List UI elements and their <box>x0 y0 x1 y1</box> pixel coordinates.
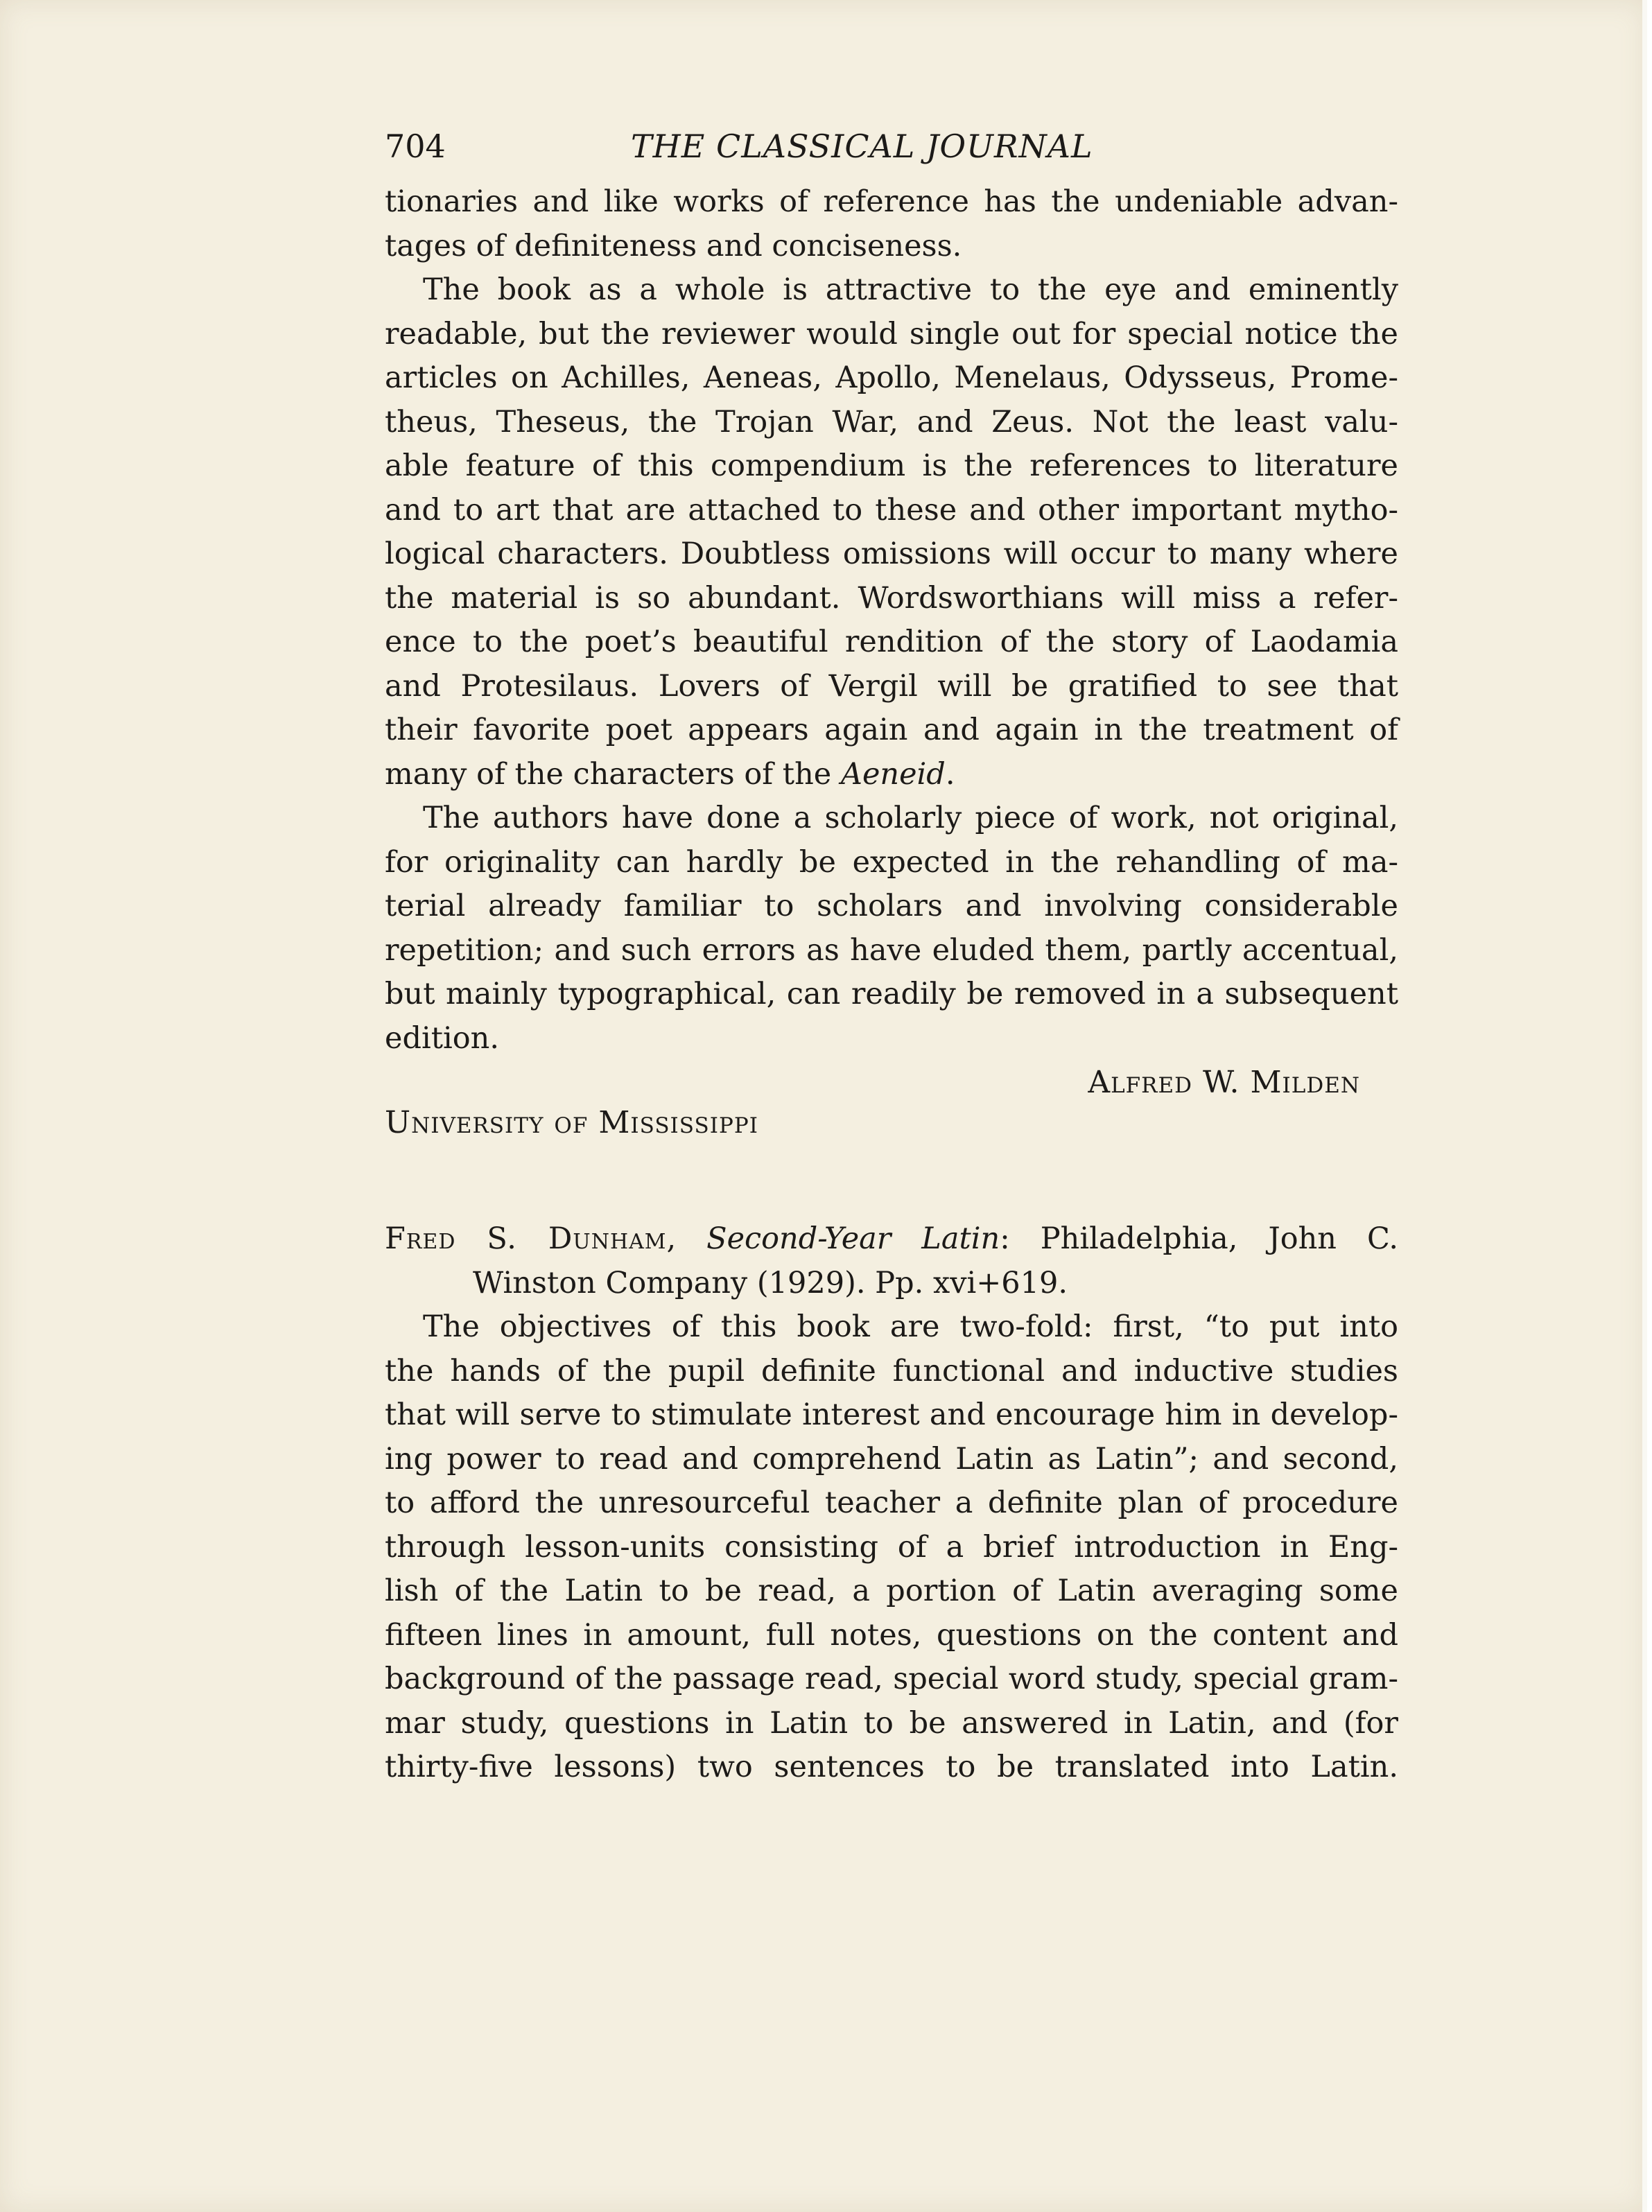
reviewer-affiliation: University of Mississippi <box>385 1105 758 1140</box>
citation-comma: , <box>666 1221 707 1256</box>
text-line: articles on Achilles, Aeneas, Apollo, Menelaus, Odysseus, Prome- <box>385 360 1398 395</box>
text-line-segment: . <box>945 756 955 792</box>
review-mythology-body <box>385 180 1398 1061</box>
text-line: lish of the Latin to be read, a portion of Latin averaging some <box>385 1574 1398 1608</box>
text-line: to afford the unresourceful teacher a definite plan of procedure <box>385 1486 1398 1520</box>
text-line: for originality can hardly be expected in the rehandling of ma- <box>385 844 1398 880</box>
text-line: that will serve to stimulate interest and encourage him in develop- <box>385 1397 1398 1432</box>
citation-line: Winston Company (1929). Pp. xvi+619. <box>473 1265 1068 1300</box>
review-dunham-body <box>385 1305 1398 1790</box>
text-line: and Protesilaus. Lovers of Vergil will be gratified to see that <box>385 668 1398 704</box>
text-line: repetition; and such errors as have eluded them, partly accentual, <box>385 932 1398 968</box>
text-line: readable, but the reviewer would single out for special notice the <box>385 316 1398 351</box>
page-number: 704 <box>385 128 446 165</box>
text-line: tionaries and like works of reference has the undeniable advan- <box>385 184 1398 219</box>
aeneid-title: Aeneid <box>840 756 946 792</box>
text-line: background of the passage read, special word study, special gram- <box>385 1662 1398 1696</box>
citation-author: Fred S. Dunham <box>385 1221 667 1256</box>
citation-publisher: : Philadelphia, John C. <box>1000 1221 1398 1256</box>
text-line: their favorite poet appears again and again in the treatment of <box>385 713 1398 747</box>
text-line: able feature of this compendium is the references to literature <box>385 449 1398 483</box>
text-line: theus, Theseus, the Trojan War, and Zeus. Not the least valu- <box>385 404 1398 439</box>
text-line: and to art that are attached to these and other important mytho- <box>385 492 1398 528</box>
text-line: tages of definiteness and conciseness. <box>385 228 962 263</box>
journal-title: THE CLASSICAL JOURNAL <box>631 128 1093 165</box>
text-line: the hands of the pupil definite functional and inductive studies <box>385 1353 1398 1388</box>
text-line: The book as a whole is attractive to the eye and eminently <box>423 272 1398 307</box>
text-line-segment: many of the characters of the <box>385 756 832 792</box>
text-line <box>385 753 1398 797</box>
review-dunham-citation <box>385 1217 1398 1305</box>
text-line: mar study, questions in Latin to be answered in Latin, and (for <box>385 1705 1398 1741</box>
running-head <box>385 125 1398 180</box>
text-line: through lesson-units consisting of a brief introduction in Eng- <box>385 1529 1398 1565</box>
section-gap <box>385 1141 1398 1217</box>
reviewer-signature: Alfred W. Milden <box>1088 1065 1360 1100</box>
journal-page-text <box>385 125 1398 1790</box>
text-line: logical characters. Doubtless omissions will occur to many where <box>385 537 1398 571</box>
citation-line <box>385 1217 1398 1262</box>
text-line: fifteen lines in amount, full notes, questions on the content and <box>385 1617 1398 1653</box>
text-line: thirty-five lessons) two sentences to be translated into Latin. <box>385 1750 1398 1784</box>
page-edge <box>1642 0 1647 2212</box>
text-line: edition. <box>385 1020 500 1056</box>
text-line: but mainly typographical, can readily be removed in a subsequent <box>385 977 1398 1011</box>
text-line: ing power to read and comprehend Latin as Latin”; and second, <box>385 1441 1398 1477</box>
text-line: ence to the poet’s beautiful rendition of the story of Laodamia <box>385 625 1398 659</box>
text-line: the material is so abundant. Wordsworthians will miss a refer- <box>385 580 1398 616</box>
citation-title: Second-Year Latin <box>706 1221 1000 1256</box>
text-line: terial already familiar to scholars and involving considerable <box>385 889 1398 923</box>
text-line: The objectives of this book are two-fold: first, “to put into <box>423 1309 1398 1344</box>
text-line: The authors have done a scholarly piece of work, not original, <box>423 801 1398 835</box>
